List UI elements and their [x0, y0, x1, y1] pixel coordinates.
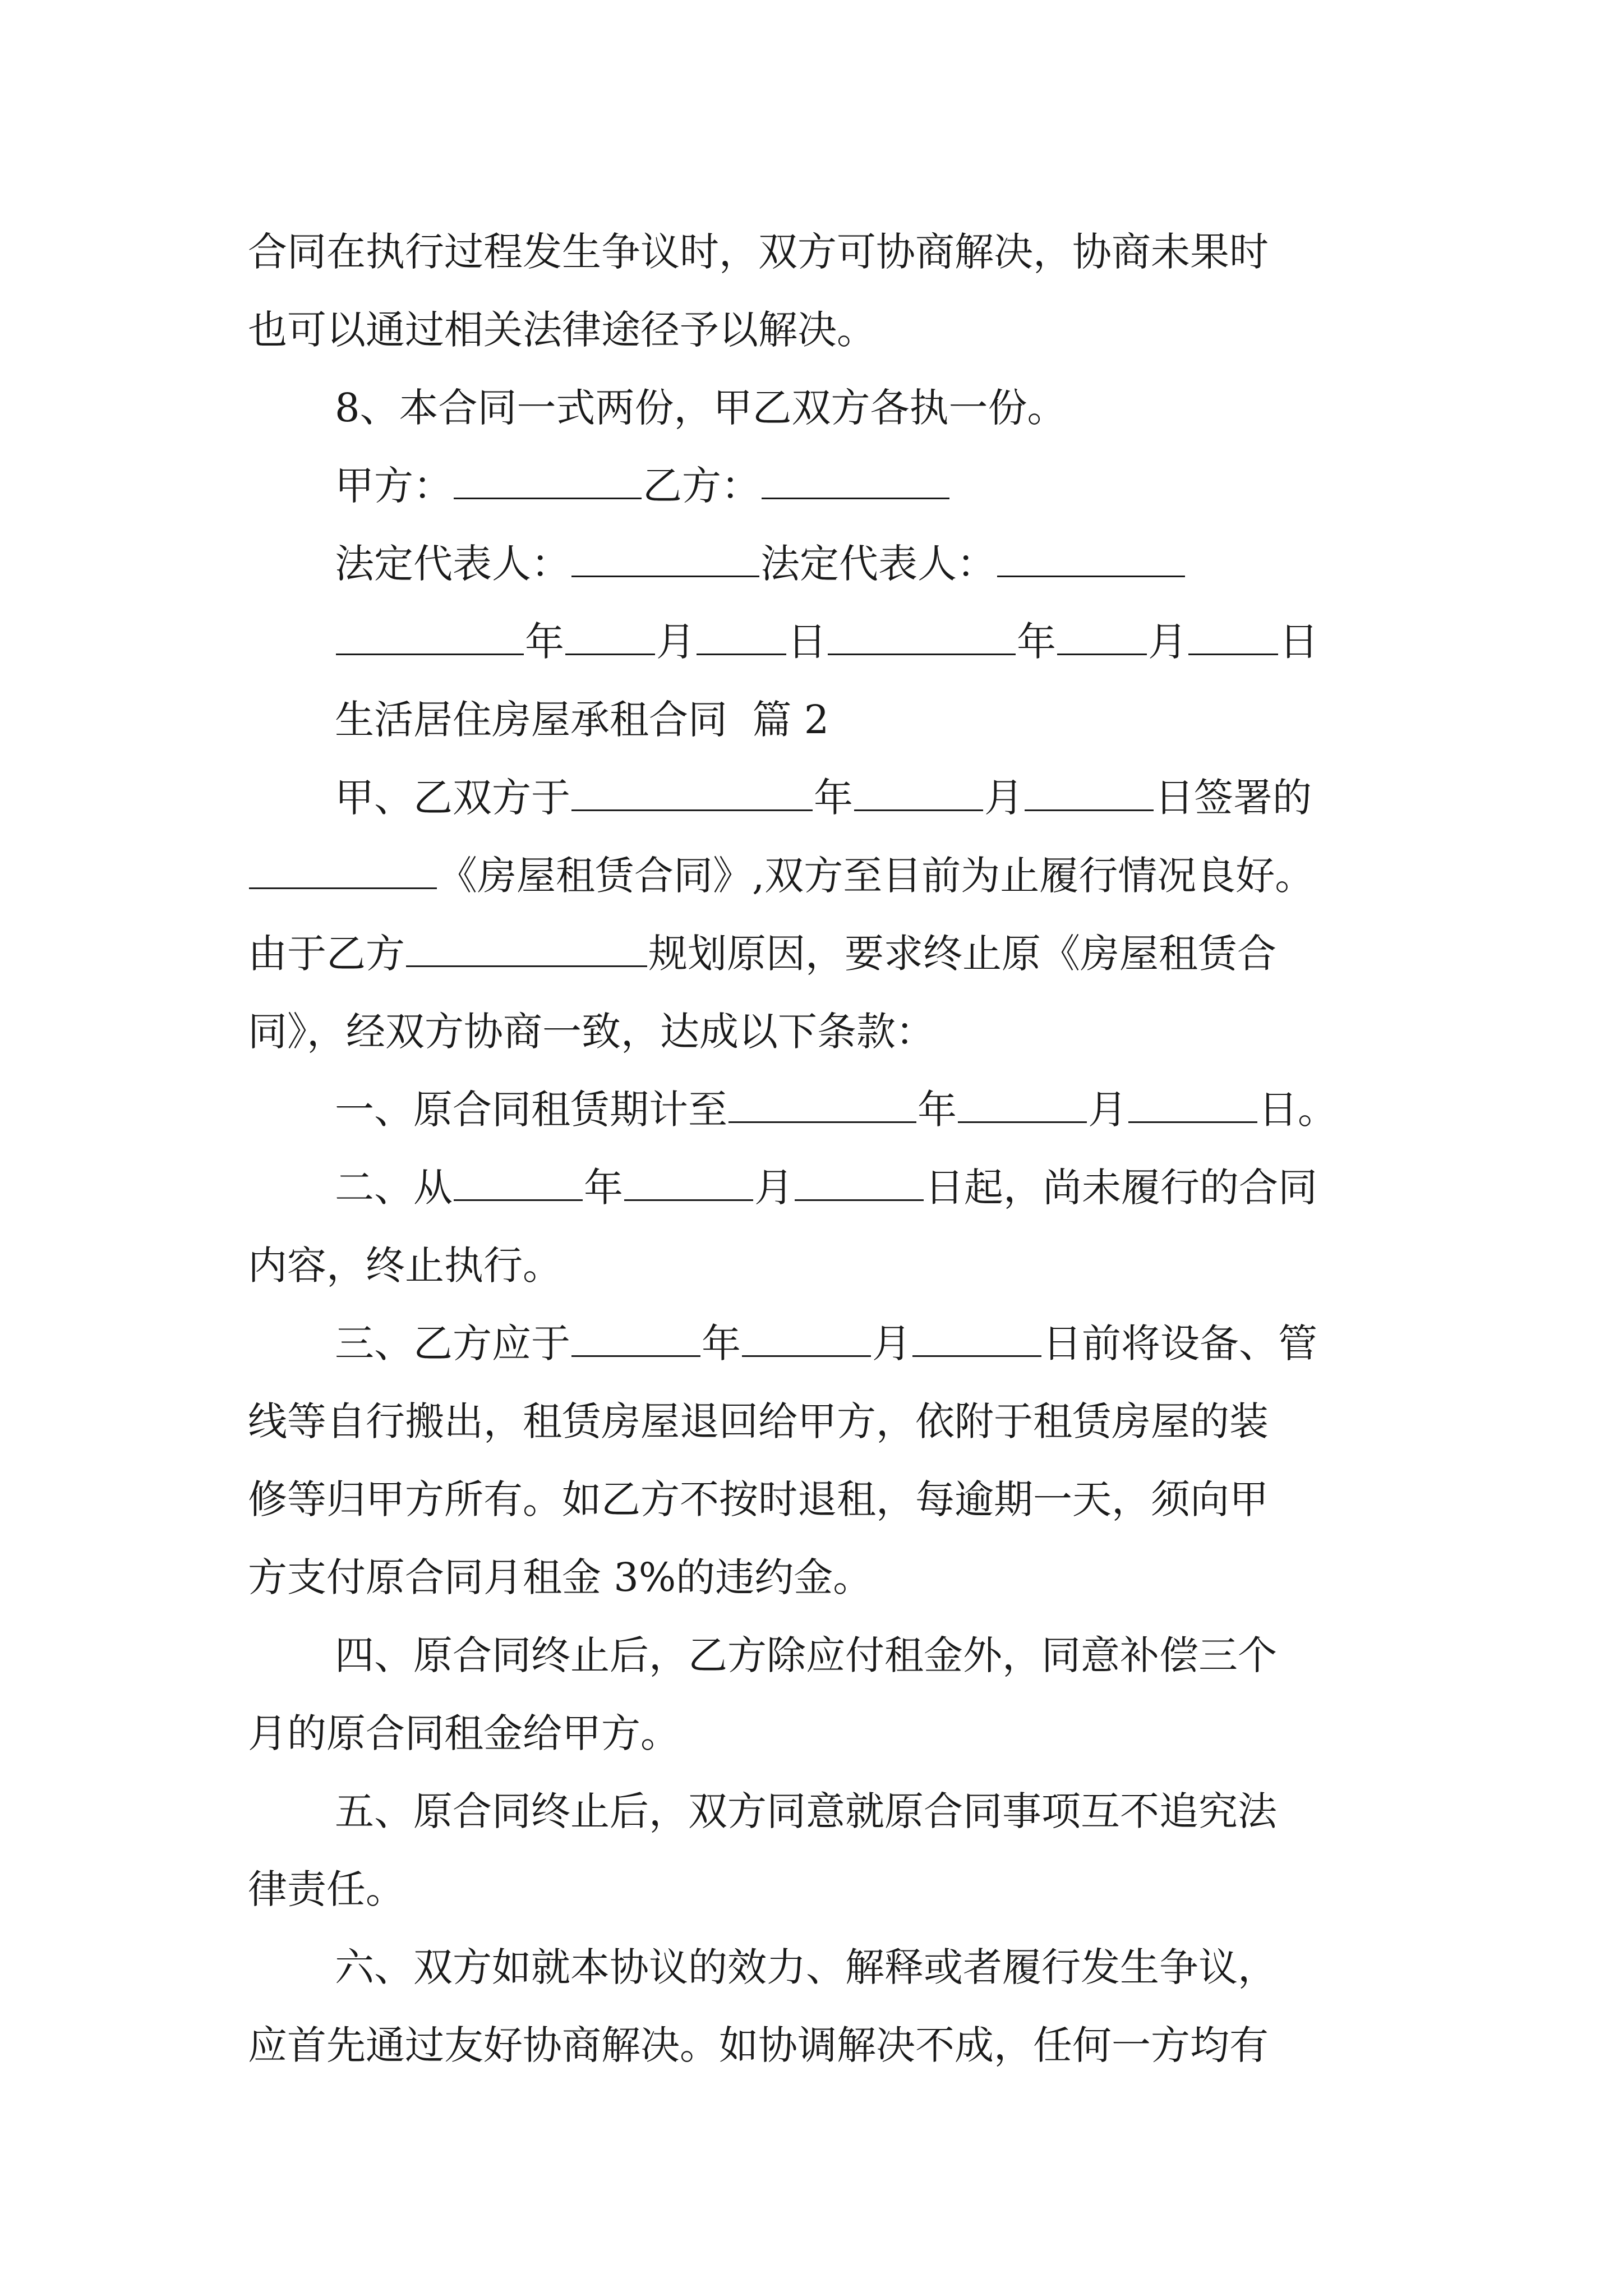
paragraph-text: 月 — [872, 1320, 911, 1366]
clause-4 — [248, 1617, 1384, 1695]
text-line — [248, 759, 1384, 837]
representative-b-label: 法定代表人： — [760, 541, 996, 587]
text-line — [248, 837, 1384, 915]
paragraph-text: 日前将设备、管 — [1043, 1320, 1317, 1366]
clause-6 — [248, 1929, 1384, 2007]
clause-2 — [248, 1149, 1384, 1227]
paragraph-text: 月 — [984, 775, 1023, 821]
text-line — [248, 1539, 1384, 1617]
text-line — [248, 291, 1384, 369]
date-year-blank[interactable] — [828, 620, 1016, 655]
paragraph-text: 日签署的 — [1155, 775, 1312, 821]
fill-blank[interactable] — [728, 1088, 916, 1123]
fill-blank[interactable] — [1128, 1088, 1257, 1123]
party-a-label: 甲方： — [335, 463, 453, 509]
paragraph-text: 由于乙方 — [248, 931, 405, 977]
paragraph-text: 年 — [814, 775, 853, 821]
party-b-blank[interactable] — [762, 464, 949, 499]
paragraph-text: 月的原合同租金给甲方。 — [248, 1710, 680, 1756]
text-line — [248, 1851, 1384, 1929]
fill-blank[interactable] — [571, 776, 813, 811]
paragraph-text: 线等自行搬出，租赁房屋退回给甲方，依附于租赁房屋的装 — [248, 1398, 1269, 1444]
paragraph-text: 四、原合同终止后，乙方除应付租金外，同意补偿三个 — [335, 1632, 1277, 1678]
text-line — [248, 213, 1384, 291]
text-line — [248, 2007, 1384, 2085]
date-day-label: 日 — [787, 619, 827, 665]
date-year-label: 年 — [1017, 619, 1056, 665]
representative-a-blank[interactable] — [571, 542, 759, 577]
paragraph-text: 8、本合同一式两份，甲乙双方各执一份。 — [335, 385, 1067, 431]
text-line — [248, 1695, 1384, 1773]
paragraph-text: 应首先通过友好协商解决。如协调解决不成，任何一方均有 — [248, 2022, 1269, 2068]
paragraph-text: 年 — [702, 1320, 741, 1366]
fill-blank[interactable] — [912, 1322, 1041, 1357]
text-line — [248, 1227, 1384, 1305]
paragraph-text: 月 — [1088, 1087, 1127, 1133]
representative-a-label: 法定代表人： — [335, 541, 570, 587]
paragraph-text: 三、乙方应于 — [335, 1320, 570, 1366]
signature-representative-line — [248, 525, 1384, 603]
date-year-blank[interactable] — [336, 620, 524, 655]
document-body — [248, 213, 1384, 2085]
clause-5 — [248, 1773, 1384, 1851]
date-month-label: 月 — [656, 619, 695, 665]
paragraph-text: 五、原合同终止后，双方同意就原合同事项互不追究法 — [335, 1788, 1277, 1834]
fill-blank[interactable] — [854, 776, 983, 811]
paragraph-text: 方支付原合同月租金 3%的违约金。 — [248, 1554, 873, 1600]
fill-blank[interactable] — [958, 1088, 1087, 1123]
clause-1 — [248, 1071, 1384, 1149]
heading-text: 生活居住房屋承租合同 篇 2 — [335, 697, 829, 743]
date-year-label: 年 — [525, 619, 564, 665]
fill-blank[interactable] — [1025, 776, 1154, 811]
date-day-blank[interactable] — [697, 620, 786, 655]
text-line — [248, 1461, 1384, 1539]
paragraph-text: 甲、乙双方于 — [335, 775, 570, 821]
signature-party-line — [248, 447, 1384, 525]
party-a-blank[interactable] — [454, 464, 642, 499]
paragraph-text: 修等归甲方所有。如乙方不按时退租，每逾期一天，须向甲 — [248, 1476, 1269, 1522]
date-month-blank[interactable] — [1057, 620, 1147, 655]
paragraph-text: 年 — [917, 1087, 957, 1133]
paragraph-text: 也可以通过相关法律途径予以解决。 — [248, 307, 876, 353]
paragraph-text: 二、从 — [335, 1165, 453, 1211]
paragraph-text: 日起，尚未履行的合同 — [925, 1165, 1317, 1211]
fill-blank[interactable] — [742, 1322, 871, 1357]
paragraph-text: 《房屋租赁合同》,双方至目前为止履行情况良好。 — [438, 853, 1315, 899]
paragraph-text: 月 — [754, 1165, 794, 1211]
paragraph-text: 同》，经双方协商一致，达成以下条款： — [248, 1009, 935, 1055]
fill-blank[interactable] — [571, 1322, 700, 1357]
paragraph-text: 六、双方如就本协议的效力、解释或者履行发生争议， — [335, 1944, 1277, 1990]
section-heading — [248, 681, 1384, 759]
text-line — [248, 993, 1384, 1071]
clause-3 — [248, 1305, 1384, 1383]
paragraph-text: 律责任。 — [248, 1866, 405, 1912]
paragraph-text: 合同在执行过程发生争议时，双方可协商解决，协商未果时 — [248, 229, 1269, 275]
text-line — [248, 915, 1384, 993]
fill-blank[interactable] — [406, 932, 647, 967]
paragraph-text: 内容，终止执行。 — [248, 1243, 562, 1289]
date-day-label: 日 — [1279, 619, 1318, 665]
fill-blank[interactable] — [624, 1166, 753, 1201]
fill-blank[interactable] — [795, 1166, 924, 1201]
paragraph-text: 日。 — [1258, 1087, 1337, 1133]
text-line — [248, 1383, 1384, 1461]
fill-blank[interactable] — [249, 854, 437, 889]
date-month-blank[interactable] — [565, 620, 655, 655]
date-day-blank[interactable] — [1188, 620, 1278, 655]
representative-b-blank[interactable] — [997, 542, 1185, 577]
party-b-label: 乙方： — [643, 463, 760, 509]
paragraph-text: 一、原合同租赁期计至 — [335, 1087, 727, 1133]
fill-blank[interactable] — [454, 1166, 583, 1201]
date-month-label: 月 — [1148, 619, 1187, 665]
paragraph-text: 规划原因，要求终止原《房屋租赁合 — [648, 931, 1276, 977]
clause-8 — [248, 369, 1384, 447]
signature-date-line — [248, 603, 1384, 681]
paragraph-text: 年 — [584, 1165, 623, 1211]
